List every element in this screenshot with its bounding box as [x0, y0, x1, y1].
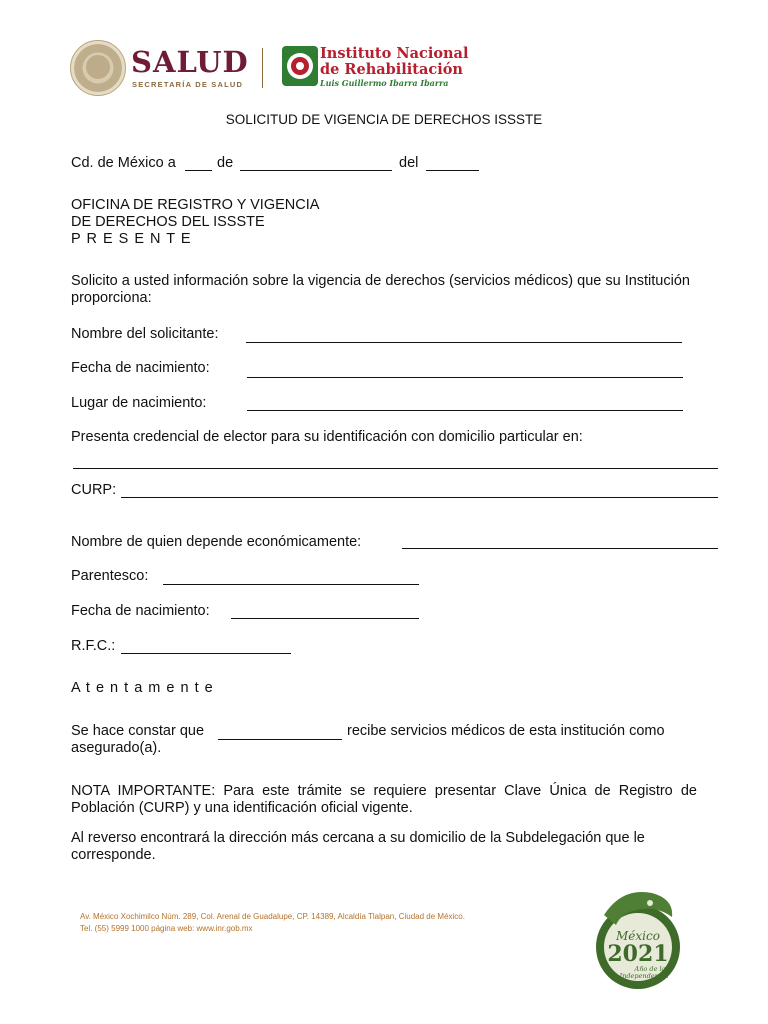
label-fecha-nacimiento-dependiente: Fecha de nacimiento:: [71, 603, 210, 619]
date-prefix: Cd. de México a: [71, 155, 176, 171]
date-de: de: [217, 155, 234, 171]
constancia-line2: asegurado(a).: [71, 740, 162, 756]
constancia-suffix: recibe servicios médicos de esta institución como: [347, 723, 665, 739]
salud-logo-text: SALUD: [131, 45, 249, 79]
field-nombre-depende[interactable]: [402, 548, 718, 549]
inr-name-line2: de Rehabilitación: [320, 61, 463, 78]
label-lugar-nacimiento: Lugar de nacimiento:: [71, 395, 207, 411]
label-rfc: R.F.C.:: [71, 638, 116, 654]
recipient-presente: P R E S E N T E: [71, 231, 192, 247]
constancia-prefix: Se hace constar que: [71, 723, 205, 739]
footer-contact: Tel. (55) 5999 1000 página web: www.inr.gob.mx: [80, 924, 253, 933]
label-nombre-solicitante: Nombre del solicitante:: [71, 326, 219, 342]
field-fecha-nacimiento-dependiente[interactable]: [231, 618, 419, 619]
field-parentesco[interactable]: [163, 584, 419, 585]
field-nombre-solicitante[interactable]: [246, 342, 682, 343]
inr-logo-icon: [281, 45, 319, 87]
label-credencial-domicilio: Presenta credencial de elector para su identificación con domicilio particular en:: [71, 429, 583, 445]
month-blank[interactable]: [240, 170, 392, 171]
inr-name-line3: Luis Guillermo Ibarra Ibarra: [320, 78, 449, 88]
year-blank[interactable]: [426, 170, 479, 171]
emblem-year: 2021: [607, 941, 669, 967]
field-lugar-nacimiento[interactable]: [247, 410, 683, 411]
logo-divider: [262, 48, 263, 88]
field-domicilio[interactable]: [73, 468, 718, 469]
date-del: del: [399, 155, 419, 171]
footer-address: Av. México Xochimilco Núm. 289, Col. Arenal de Guadalupe, CP. 14389, Alcaldía Tlalpan, Ciudad de México.: [80, 912, 465, 921]
emblem-ano: Año de la: [634, 965, 666, 973]
recipient-line1: OFICINA DE REGISTRO Y VIGENCIA: [71, 197, 320, 213]
field-asegurado-nombre[interactable]: [218, 739, 342, 740]
field-curp[interactable]: [121, 497, 718, 498]
emblem-mexico: México: [616, 929, 660, 943]
label-nombre-depende: Nombre de quien depende económicamente:: [71, 534, 362, 550]
inr-name-line1: Instituto Nacional: [320, 45, 469, 62]
nota-importante: NOTA IMPORTANTE: Para este trámite se requiere presentar Clave Única de Registro de Población (CURP) y una identificación oficial vigente.: [71, 783, 697, 816]
field-fecha-nacimiento[interactable]: [247, 377, 683, 378]
day-blank[interactable]: [185, 170, 212, 171]
document-title: SOLICITUD DE VIGENCIA DE DERECHOS ISSSTE: [225, 112, 543, 127]
secretaria-de-salud-label: SECRETARÍA DE SALUD: [132, 80, 244, 89]
emblem-independencia: Independencia: [619, 972, 669, 980]
mexico-2021-independence-emblem: [592, 885, 684, 993]
atentamente: A t e n t a m e n t e: [71, 680, 214, 696]
label-fecha-nacimiento: Fecha de nacimiento:: [71, 360, 210, 376]
intro-paragraph: Solicito a usted información sobre la vigencia de derechos (servicios médicos) que su Institución proporciona:: [71, 273, 690, 306]
recipient-line2: DE DERECHOS DEL ISSSTE: [71, 214, 265, 230]
mexico-coat-of-arms-seal: [70, 40, 126, 96]
field-rfc[interactable]: [121, 653, 291, 654]
label-curp: CURP:: [71, 482, 117, 498]
reverso-note: Al reverso encontrará la dirección más cercana a su domicilio de la Subdelegación que le corresponde.: [71, 830, 645, 863]
label-parentesco: Parentesco:: [71, 568, 149, 584]
